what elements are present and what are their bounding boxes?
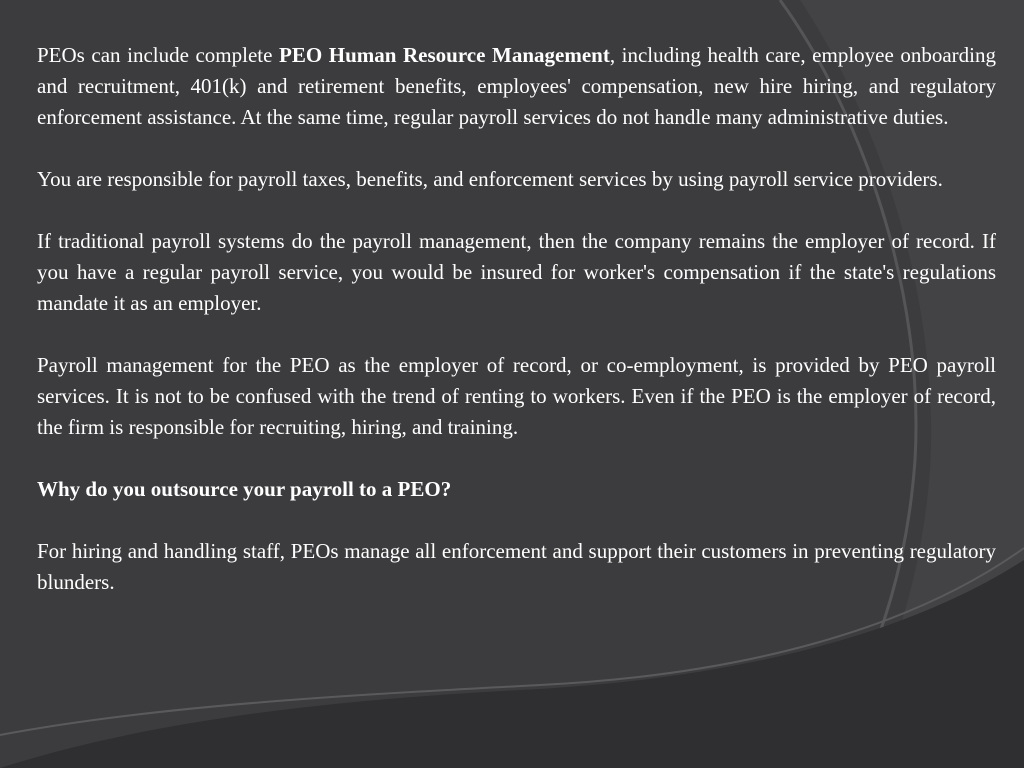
paragraph-conclusion: For hiring and handling staff, PEOs manage all enforcement and support their customers in preventing regulatory blunders. xyxy=(37,539,996,594)
section-heading-text: Why do you outsource your payroll to a PEO? xyxy=(37,477,452,501)
paragraph-co-employment: Payroll management for the PEO as the employer of record, or co-employment, is provided by PEO payroll services. It is not to be confused with the trend of renting to workers. Even if the PEO is the employer of record, the firm is responsible for recruiting, hiring, and training. xyxy=(37,353,996,439)
paragraph-traditional-payroll: If traditional payroll systems do the payroll management, then the company remains the employer of record. If you have a regular payroll service, you would be insured for worker's compensation if the state's regulations mandate it as an employer. xyxy=(37,229,996,315)
paragraph-intro xyxy=(37,40,996,133)
peo-hrm-emphasis: PEO Human Resource Management xyxy=(279,43,610,67)
paragraph-intro-rest: , including health care, employee onboarding and recruitment, 401(k) and retirement benefits, employees' compensation, new hire hiring, and regulatory enforcement assistance. At the same time, regular payroll services do not handle many administrative duties. xyxy=(37,43,997,129)
slide-content xyxy=(37,40,996,629)
paragraph-responsibility: You are responsible for payroll taxes, benefits, and enforcement services by using payroll service providers. xyxy=(37,167,943,191)
section-heading xyxy=(37,474,996,505)
paragraph-intro-start: PEOs can include complete xyxy=(37,43,280,67)
